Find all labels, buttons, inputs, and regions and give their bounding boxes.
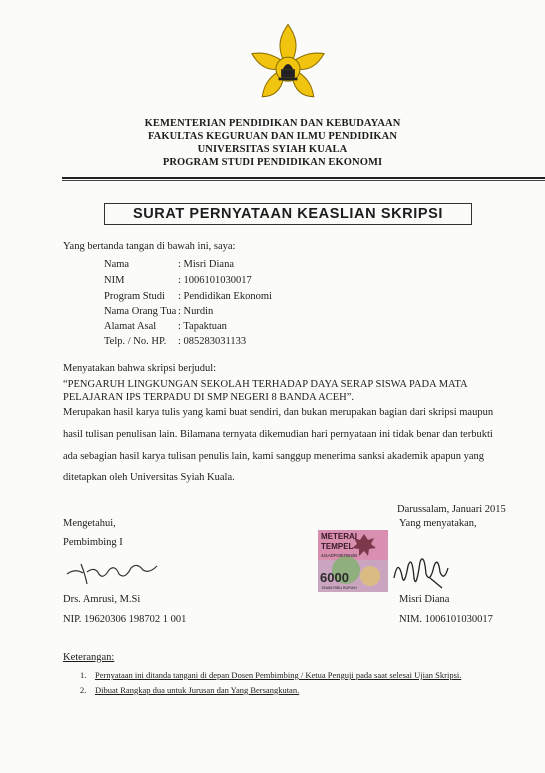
intro-text: Yang bertanda tangan di bawah ini, saya:	[63, 241, 236, 252]
field-label: Program Studi	[104, 291, 165, 302]
note-number: 2.	[80, 685, 87, 695]
thesis-title-line: “PENGARUH LINGKUNGAN SEKOLAH TERHADAP DAYA SERAP SISWA PADA MATA	[63, 379, 468, 390]
field-value: : 085283031133	[178, 336, 247, 347]
supervisor-nip: NIP. 19620306 198702 1 001	[63, 614, 187, 625]
header-divider	[62, 177, 545, 179]
supervisor-signature	[65, 558, 160, 586]
stamp-line2: TEMPEL	[321, 542, 354, 551]
stamp-serial: 441ADF035760492	[321, 553, 358, 558]
declarant-nim: NIM. 1006101030017	[399, 614, 493, 625]
body-line: ada sebagian hasil karya tulisan penulis lain, kami sanggup menerima sanksi akademik apapun yang	[63, 451, 485, 462]
field-value: : Misri Diana	[178, 259, 234, 270]
note-number: 1.	[80, 670, 87, 680]
field-label: Telp. / No. HP.	[104, 336, 167, 347]
field-label: NIM	[104, 275, 125, 286]
acknowledged-label: Mengetahui,	[63, 518, 116, 529]
university-logo	[245, 20, 331, 108]
declarant-label: Yang menyatakan,	[399, 518, 477, 529]
body-line: Merupakan hasil karya tulis yang kami buat sendiri, dan bukan merupakan bagian dari skripsi maupun	[63, 407, 494, 418]
declarant-signature	[390, 548, 450, 593]
notes-title: Keterangan:	[63, 652, 115, 663]
supervisor-label: Pembimbing I	[63, 537, 123, 548]
revenue-stamp	[318, 530, 388, 592]
supervisor-name: Drs. Amrusi, M.Si	[63, 594, 141, 605]
place-date: Darussalam, Januari 2015	[397, 504, 506, 515]
header-divider-thin	[62, 180, 545, 181]
faculty-name: FAKULTAS KEGURUAN DAN ILMU PENDIDIKAN	[147, 131, 398, 142]
field-label: Nama Orang Tua	[104, 306, 177, 317]
university-name: UNIVERSITAS SYIAH KUALA	[197, 144, 348, 155]
stamp-line1: METERAI	[321, 532, 357, 541]
ministry-name: KEMENTERIAN PENDIDIKAN DAN KEBUDAYAAN	[144, 118, 401, 129]
field-value: : 1006101030017	[178, 275, 252, 286]
body-line: ditetapkan oleh Universitas Syiah Kuala.	[63, 472, 235, 483]
body-line: hasil tulisan penulisan lain. Bilamana ternyata dikemudian hari pernyataan ini tidak benar dan terbukti	[63, 429, 493, 440]
field-label: Alamat Asal	[104, 321, 157, 332]
field-value: : Pendidikan Ekonomi	[178, 291, 272, 302]
note-text: Dibuat Rangkap dua untuk Jurusan dan Yang Bersangkutan.	[95, 685, 300, 695]
field-value: : Tapaktuan	[178, 321, 227, 332]
declarant-name: Misri Diana	[399, 594, 450, 605]
note-text: Pernyataan ini ditanda tangani di depan Dosen Pembimbing / Ketua Penguji pada saat selesai Ujian Skripsi.	[95, 670, 462, 680]
statement-intro: Menyatakan bahwa skripsi berjudul:	[63, 363, 217, 374]
field-value: : Nurdin	[178, 306, 214, 317]
thesis-title-line: PELAJARAN IPS TERPADU DI SMP NEGERI 8 BANDA ACEH”.	[63, 392, 355, 403]
program-name: PROGRAM STUDI PENDIDIKAN EKONOMI	[162, 157, 383, 168]
field-label: Nama	[104, 259, 130, 270]
document-title: SURAT PERNYATAAN KEASLIAN SKRIPSI	[132, 206, 444, 222]
stamp-amount: 6000	[320, 570, 349, 585]
stamp-currency: ENAM RIBU RUPIAH	[322, 586, 357, 590]
